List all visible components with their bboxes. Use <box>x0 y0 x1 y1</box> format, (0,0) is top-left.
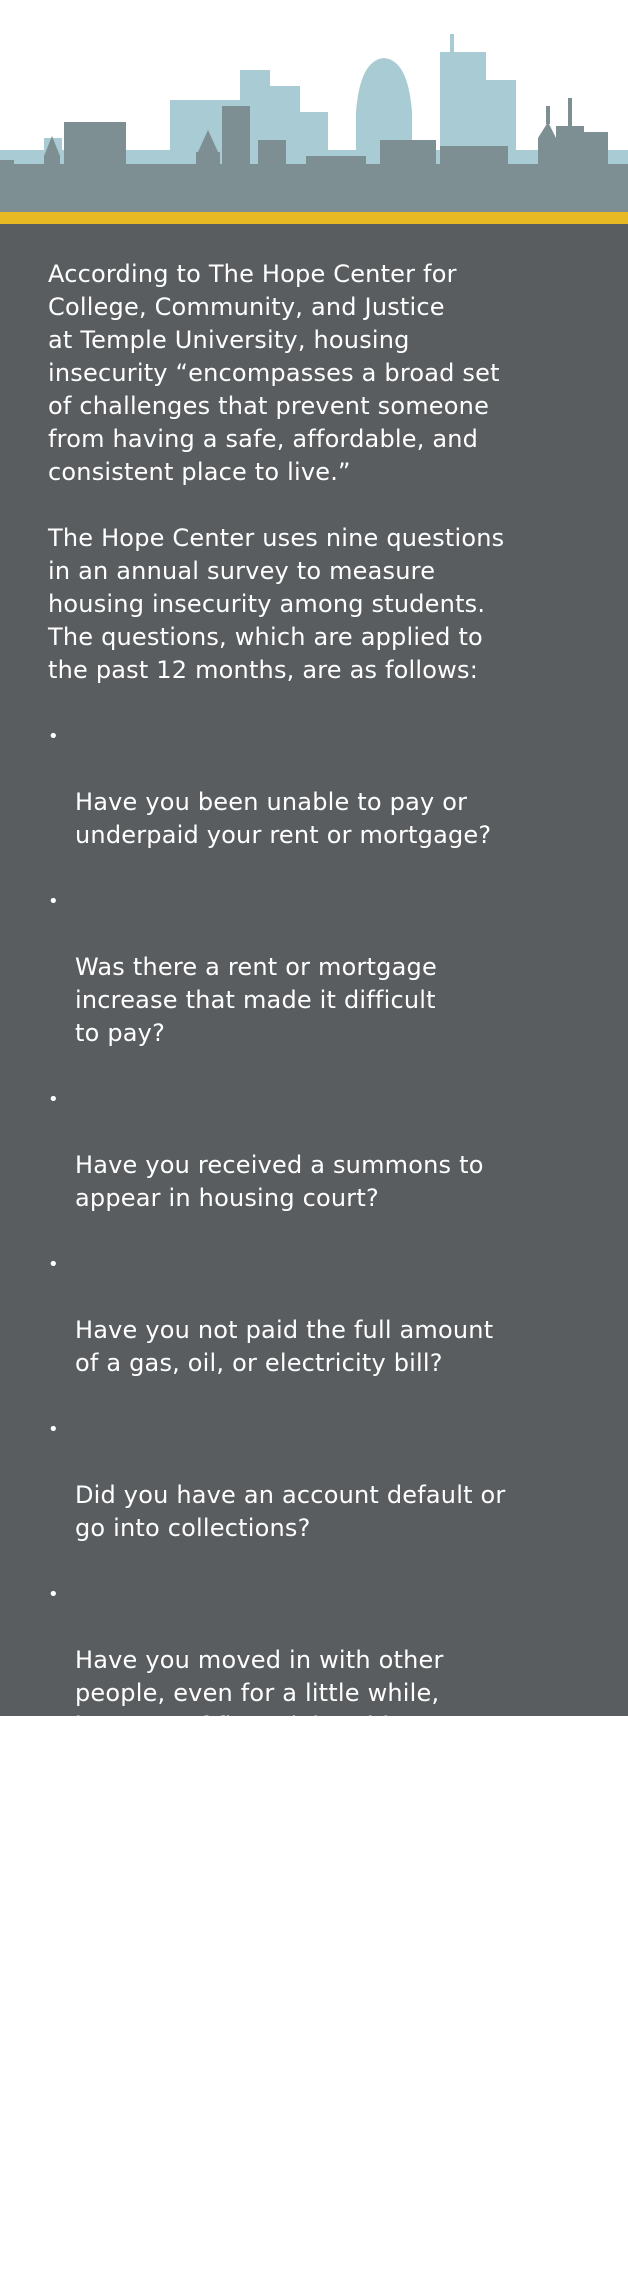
intro-paragraph-definition: According to The Hope Center for College, Community, and Justice at Temple University, housing insecurity “encompasses a broad set of challenges that prevent someone from having a safe, affordable, and consistent place to live.” <box>48 260 500 486</box>
bullet-icon: • <box>48 2145 59 2166</box>
list-item <box>48 1776 608 1941</box>
question-text: Have you been unable to pay or underpaid your rent or mortgage? <box>75 788 492 849</box>
bullet-icon: • <box>48 1254 59 1275</box>
question-text: Have you lived with others beyond the expected capacity of the house or apartment? <box>75 1844 500 1938</box>
bullet-icon: • <box>48 1089 59 1110</box>
question-text: How many times have you moved? <box>75 2207 504 2235</box>
list-item <box>48 1974 608 2106</box>
list-item <box>48 1083 608 1215</box>
question-text: Did you leave your household because you felt unsafe? <box>75 2042 439 2103</box>
list-item <box>48 1578 608 1743</box>
question-text: Did you have an account default or go into collections? <box>75 1481 506 1542</box>
list-item <box>48 1248 608 1380</box>
bullet-icon: • <box>48 1584 59 1605</box>
bullet-icon: • <box>48 891 59 912</box>
bullet-icon: • <box>48 1419 59 1440</box>
question-text: Have you moved in with other people, even for a little while, because of financial problems? <box>75 1646 454 1740</box>
list-item <box>48 1413 608 1545</box>
city-skyline-banner <box>0 0 628 212</box>
housing-insecurity-text <box>48 258 608 2271</box>
list-item <box>48 720 608 852</box>
bullet-icon: • <box>48 1782 59 1803</box>
bullet-icon: • <box>48 726 59 747</box>
intro-paragraph-survey: The Hope Center uses nine questions in an annual survey to measure housing insecurity among students. The questions, which are applied to the past 12 months, are as follows: <box>48 524 505 684</box>
accent-divider-bar <box>0 212 628 224</box>
survey-question-list <box>48 720 608 2238</box>
list-item <box>48 885 608 1050</box>
bullet-icon: • <box>48 1980 59 2001</box>
question-text: Was there a rent or mortgage increase that made it difficult to pay? <box>75 953 437 1047</box>
city-skyline-illustration <box>0 0 628 212</box>
question-text: Have you received a summons to appear in housing court? <box>75 1151 484 1212</box>
list-item <box>48 2139 608 2238</box>
question-text: Have you not paid the full amount of a gas, oil, or electricity bill? <box>75 1316 494 1377</box>
